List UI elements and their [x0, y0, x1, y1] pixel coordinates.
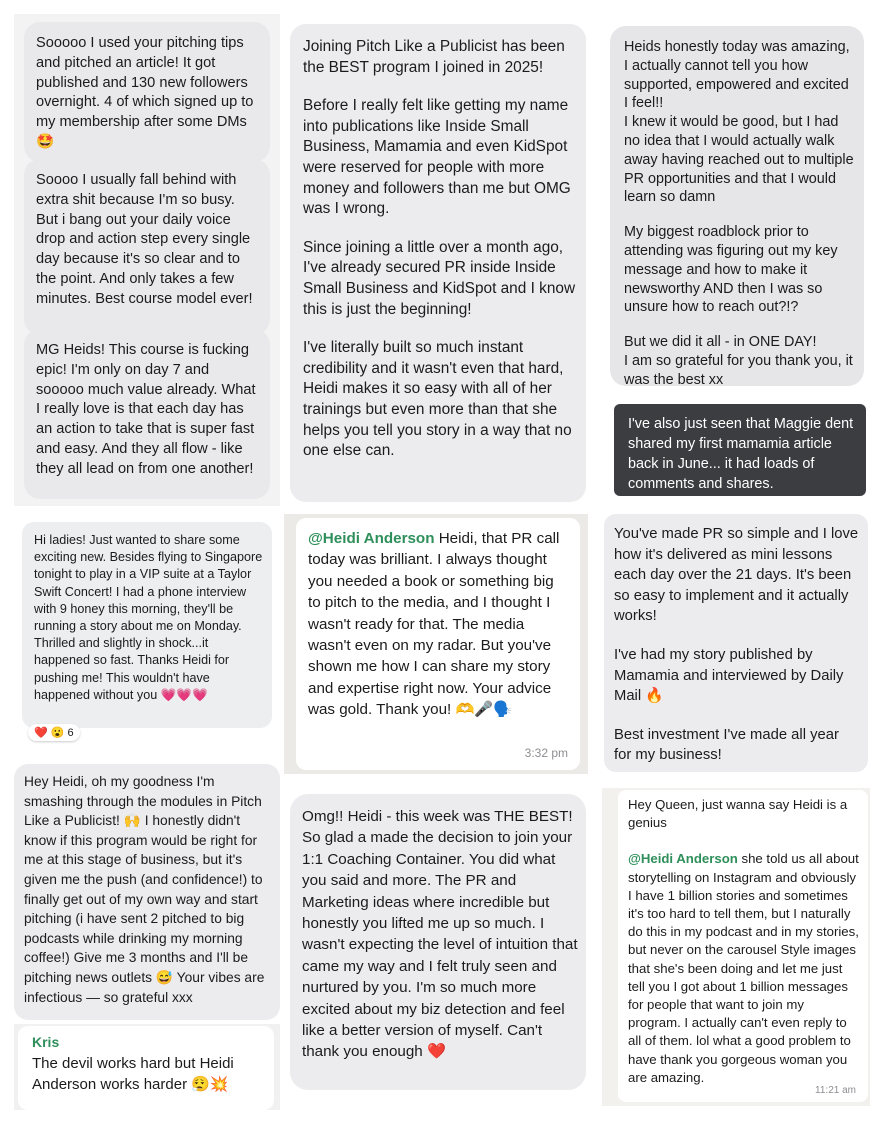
chat-bubble: [24, 329, 270, 499]
testimonial-panel-9: [286, 788, 588, 1094]
message-text: @Heidi Anderson she told us all about storytelling on Instagram and obviously I have 1 billion stories and sometimes it's too hard to tell them, but I naturally do this in my podcast and in my stories, but never on the carousel Style images that she's been doing and let me just tell you I got about 1 billion messages for people that want to join my program. I actually can't even reply to all of them. lol what a good problem to have thank you gorgeous woman you are amazing.: [628, 851, 859, 1085]
message-text: @Heidi Anderson Heidi, that PR call today was brilliant. I always thought you needed a book or something big to pitch to the media, and I thought I wasn't ready for that. The media wasn't even on my radar. But you've shown me how I can share my story and expertise right now. Your advice was gold. Thank you! 🫶🎤🗣️: [308, 530, 560, 719]
sender-name[interactable]: Kris: [32, 1034, 60, 1050]
message-paragraph: I've had my story published by Mamamia and interviewed by Daily Mail 🔥: [614, 646, 844, 705]
testimonial-panel-3: [606, 22, 868, 500]
message-paragraph: You've made PR so simple and I love how it's delivered as mini lessons each day over the 21 days. It's been so easy to implement and it actually works!: [614, 526, 859, 625]
mention[interactable]: @Heidi Anderson: [308, 530, 435, 547]
message-text: MG Heids! This course is fucking epic! I'm only on day 7 and sooooo much value already. What I really love is that each day has an action to take that is super fast and easy. And they all flow - like they all lead on from one another!: [36, 342, 256, 477]
reaction-badge[interactable]: ❤️ 😮 6: [28, 724, 80, 741]
message-text: Soooo I usually fall behind with extra shit because I'm so busy. But i bang out your daily voice drop and action step every single day because it's so clear and to the point. And only takes a few minutes. Best course model ever!: [36, 172, 253, 307]
chat-bubble: [604, 514, 868, 772]
testimonial-panel-8: [14, 1024, 280, 1110]
message-text: Omg!! Heidi - this week was THE BEST! So glad a made the decision to join your 1:1 Coaching Container. You did what you said and more. The PR and Marketing ideas where incredible but honestly you lifted me up so much. I wasn't expecting the level of intuition that came my way and I felt truly seen and nurtured by you. I'm so much more excited about my biz detection and feel like a better version of myself. Can't thank you enough ❤️: [302, 808, 578, 1061]
chat-bubble: [24, 159, 270, 335]
message-text: Hey Queen, just wanna say Heidi is a genius: [628, 797, 848, 831]
message-text: Sooooo I used your pitching tips and pitched an article! It got published and 130 new followers overnight. 4 of which signed up to my membership after some DMs🤩: [36, 35, 254, 150]
testimonial-panel-2: [290, 20, 588, 506]
chat-bubble: [24, 22, 270, 162]
chat-bubble-dark: [614, 404, 866, 496]
message-time: 3:32 pm: [524, 745, 568, 760]
testimonial-panel-10: [602, 788, 870, 1106]
chat-bubble: [22, 522, 272, 728]
message-text: The devil works hard but Heidi Anderson works harder 😮‍💨💥: [32, 1055, 234, 1093]
chat-bubble: [296, 518, 580, 770]
message-text: Hey Heidi, oh my goodness I'm smashing through the modules in Pitch Like a Publicist! 🙌 I honestly didn't know if this program would be right for me at this stage of business, but it's given me the push (and confidence!) to finally get out of my own way and start pitching (i have sent 2 pitched to big podcasts while drinking my morning coffee!) Give me 3 months and I'll be pitching news outlets 😅 Your vibes are infectious — so grateful xxx: [24, 774, 265, 1005]
testimonial-panel-5: [284, 514, 588, 774]
message-paragraph: Heids honestly today was amazing, I actually cannot tell you how supported, empowered and excited I feel!! I knew it would be good, but I had no idea that I would actually walk away having reached out to multiple PR opportunities and that I would learn so damn: [624, 39, 854, 206]
testimonial-panel-4: [14, 518, 280, 746]
message-paragraph: But we did it all - in ONE DAY! I am so grateful for you thank you, it was the best xx: [624, 334, 853, 386]
message-paragraph: I've literally built so much instant credibility and it wasn't even that hard, Heidi makes it so easy with all of her trainings but even more than that she helps you tell you story in a way that no one else can.: [303, 339, 572, 460]
chat-bubble: [610, 26, 864, 386]
message-paragraph: Before I really felt like getting my name into publications like Inside Small Business, Mamamia and even KidSpot were reserved for people with more money and followers than me but OMG was I wrong.: [303, 97, 571, 218]
chat-bubble: [290, 24, 586, 502]
testimonial-panel-1: [14, 14, 280, 506]
testimonial-panel-7: [14, 764, 280, 1022]
chat-bubble: [290, 794, 586, 1090]
chat-bubble: [14, 764, 280, 1020]
mention[interactable]: @Heidi Anderson: [628, 851, 738, 867]
message-paragraph: Since joining a little over a month ago, I've already secured PR inside Inside Small Business and KidSpot and I know this is just the beginning!: [303, 238, 576, 318]
testimonial-panel-6: [602, 514, 868, 774]
message-time: 11:21 am: [815, 1084, 856, 1096]
message-paragraph: Joining Pitch Like a Publicist has been the BEST program I joined in 2025!: [303, 38, 565, 76]
message-paragraph: Best investment I've made all year for my business!: [614, 726, 839, 764]
chat-bubble: [618, 790, 868, 1102]
message-paragraph: My biggest roadblock prior to attending was figuring out my key message and how to make it newsworthy AND then I was so unsure how to reach out?!?: [624, 224, 838, 316]
message-text: I've also just seen that Maggie dent shared my first mamamia article back in June... it had loads of comments and shares.: [628, 416, 854, 492]
message-text: Hi ladies! Just wanted to share some exciting new. Besides flying to Singapore tonight to play in a VIP suite at a Taylor Swift Concert! I had a phone interview with 9 honey this morning, they'll be running a story about me on Monday. Thrilled and slightly in shock...it happened so fast. Thanks Heidi for pushing me! This wouldn't have happened without you 💗💗💗: [34, 533, 263, 702]
chat-bubble: [18, 1026, 274, 1110]
